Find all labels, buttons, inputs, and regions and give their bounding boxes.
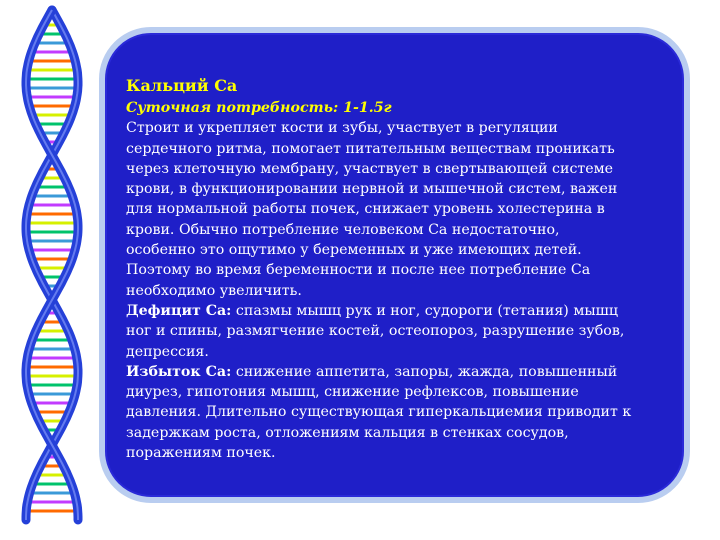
body-line: сердечного ритма, помогает питательным веществам проникать: [126, 140, 615, 157]
deficit-line: ног и спины, размягчение костей, остеопороз, разрушение зубов,: [126, 323, 625, 340]
deficit-line: [126, 301, 666, 321]
excess-line: давления. Длительно существующая гиперкальциемия приводит к: [126, 404, 632, 421]
body-line: особенно это ощутимо у беременных и уже имеющих детей.: [126, 242, 582, 259]
slide-text: [126, 76, 666, 463]
daily-need: Суточная потребность: 1-1.5г: [126, 100, 392, 116]
excess-text: снижение аппетита, запоры, жажда, повышенный: [231, 363, 618, 380]
body-line: Строит и укрепляет кости и зубы, участвует в регуляции: [126, 120, 558, 137]
body-line: через клеточную мембрану, участвует в свертывающей системе: [126, 160, 614, 177]
body-line: крови, в функционировании нервной и мышечной систем, важен: [126, 181, 618, 198]
excess-line: задержкам роста, отложениям кальция в стенках сосудов,: [126, 424, 569, 441]
body-line: крови. Обычно потребление человеком Ca недостаточно,: [126, 221, 560, 238]
body-line: для нормальной работы почек, снижает уровень холестерина в: [126, 201, 605, 218]
slide-title: Кальций Ca: [126, 76, 238, 95]
excess-line: диурез, гипотония мышц, снижение рефлексов, повышение: [126, 384, 579, 401]
excess-label: Избыток Ca:: [126, 363, 232, 380]
excess-line: поражениям почек.: [126, 445, 276, 462]
deficit-label: Дефицит Ca:: [126, 302, 232, 319]
body-line: Поэтому во время беременности и после нее потребление Ca: [126, 262, 591, 279]
body-line: необходимо увеличить.: [126, 282, 302, 299]
deficit-text: спазмы мышц рук и ног, судороги (тетания) мышц: [231, 302, 618, 319]
deficit-line: депрессия.: [126, 343, 209, 360]
excess-line: [126, 362, 666, 382]
